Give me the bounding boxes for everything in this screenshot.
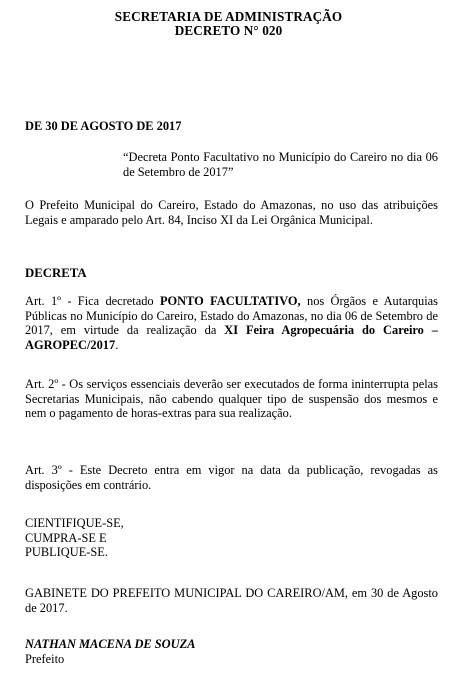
- closing-formula: [25, 516, 438, 560]
- article-1-prefix: Art. 1º - Fica decretado: [25, 294, 160, 308]
- article-1-event-name: XI Feira Agropecuária do Careiro – AGROPEC/2017: [25, 323, 438, 352]
- article-1-body: nos Órgãos e Autarquias Públicas no Município do Careiro, Estado do Amazonas, no dia 06 de Setembro de 2017, em virtude da realização da: [25, 294, 438, 338]
- article-1-ponto-facultativo: PONTO FACULTATIVO,: [159, 294, 301, 308]
- article-3: Art. 3º - Este Decreto entra em vigor na data da publicação, revogadas as disposições em contrário.: [25, 463, 438, 492]
- article-1: [25, 294, 438, 352]
- document-header: [0, 10, 457, 38]
- closing-cientifique: CIENTIFIQUE-SE,: [25, 516, 124, 530]
- header-decreto-number: DECRETO N° 020: [174, 23, 283, 38]
- closing-publique: PUBLIQUE-SE.: [25, 545, 108, 560]
- decree-ementa: “Decreta Ponto Facultativo no Município do Careiro no dia 06 de Setembro de 2017”: [123, 150, 438, 179]
- gabinete-paragraph: GABINETE DO PREFEITO MUNICIPAL DO CAREIRO/AM, em 30 de Agosto de 2017.: [25, 586, 438, 615]
- preamble-paragraph: O Prefeito Municipal do Careiro, Estado do Amazonas, no uso das atribuições Legais e amparado pelo Art. 84, Inciso XI da Lei Orgânica Municipal.: [25, 198, 438, 227]
- closing-cumpra: CUMPRA-SE E: [25, 530, 107, 545]
- article-2: Art. 2º - Os serviços essenciais deverão ser executados de forma ininterrupta pelas Secretarias Municipais, não cabendo qualquer tipo de suspensão dos mesmos e nem o pagamento de horas-extras para sua realização.: [25, 377, 438, 421]
- signatory-title: Prefeito: [25, 651, 65, 666]
- header-secretaria: SECRETARIA DE ADMINISTRAÇÃO: [114, 9, 343, 24]
- decree-date: DE 30 DE AGOSTO DE 2017: [25, 119, 182, 133]
- signature-block: [25, 637, 438, 666]
- decreta-heading: DECRETA: [25, 266, 87, 280]
- article-1-suffix: .: [115, 337, 119, 352]
- signatory-name: NATHAN MACENA DE SOUZA: [25, 637, 196, 651]
